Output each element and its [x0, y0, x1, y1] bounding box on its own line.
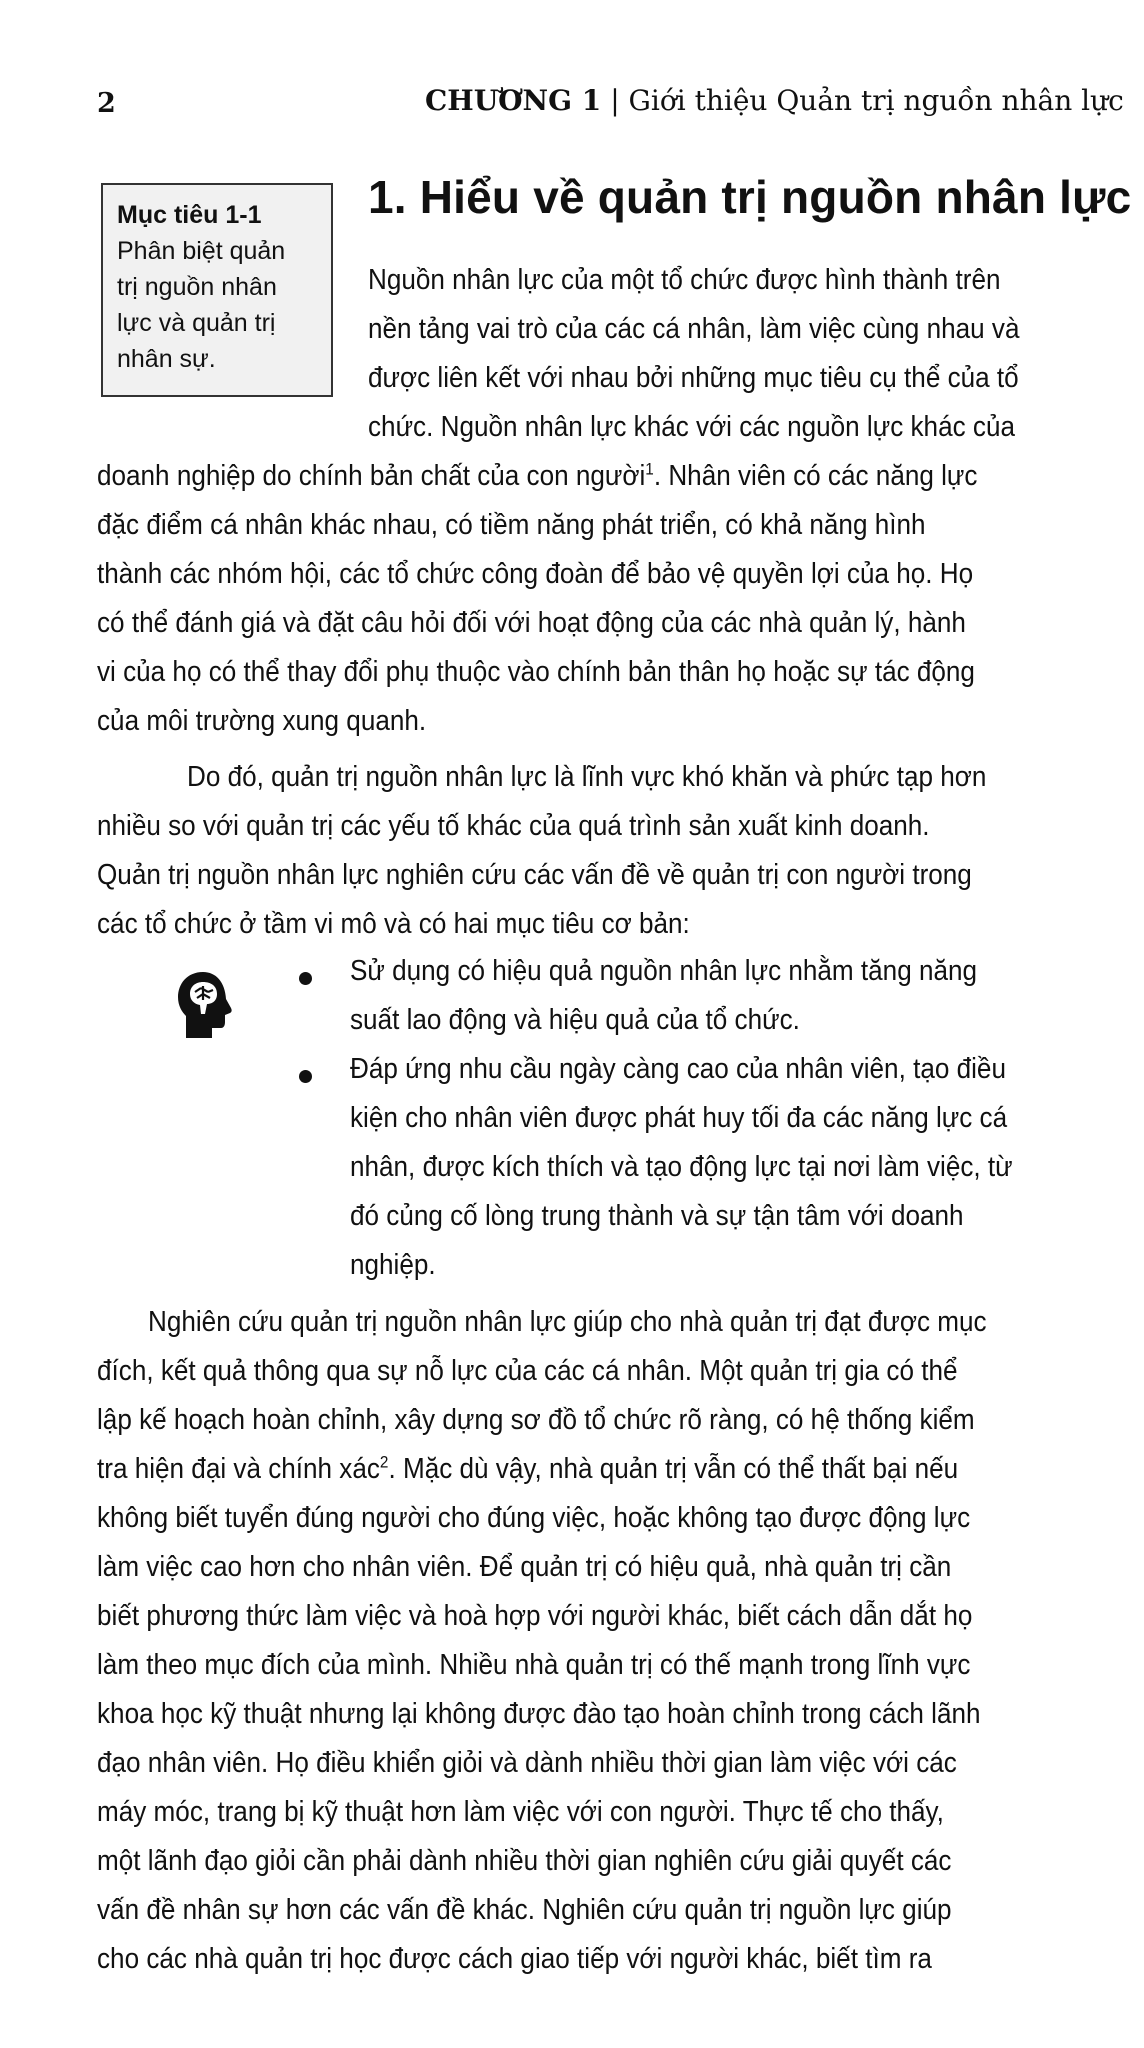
text-line: được liên kết với nhau bởi những mục tiêu cụ thể của tổ — [368, 362, 1019, 394]
text: doanh nghiệp do chính bản chất của con người — [97, 460, 646, 492]
bullet-dot — [299, 1070, 312, 1083]
bullet-line: Sử dụng có hiệu quả nguồn nhân lực nhằm tăng năng — [350, 955, 978, 987]
objective-line: trị nguồn nhân — [117, 273, 277, 301]
text: . Nhân viên có các năng lực — [653, 460, 978, 492]
brain-head-icon — [175, 970, 235, 1040]
bullet-line: kiện cho nhân viên được phát huy tối đa các năng lực cá — [350, 1102, 1008, 1134]
separator: | — [610, 84, 620, 117]
running-head — [425, 84, 1124, 117]
bullet-line: đó củng cố lòng trung thành và sự tận tâm với doanh — [350, 1200, 964, 1232]
text-line: đạo nhân viên. Họ điều khiển giỏi và dành nhiều thời gian làm việc với các — [97, 1747, 957, 1779]
text-line: vi của họ có thể thay đổi phụ thuộc vào chính bản thân họ hoặc sự tác động — [97, 656, 975, 688]
text-line: làm việc cao hơn cho nhân viên. Để quản trị có hiệu quả, nhà quản trị cần — [97, 1551, 952, 1583]
text-line — [97, 1453, 958, 1486]
text-line: làm theo mục đích của mình. Nhiều nhà quản trị có thế mạnh trong lĩnh vực — [97, 1649, 971, 1681]
footnote-ref-2[interactable]: 2 — [379, 1452, 389, 1472]
text-line: có thể đánh giá và đặt câu hỏi đối với hoạt động của các nhà quản lý, hành — [97, 607, 966, 639]
objective-title: Mục tiêu 1-1 — [117, 201, 262, 229]
text-line: thành các nhóm hội, các tổ chức công đoàn để bảo vệ quyền lợi của họ. Họ — [97, 558, 974, 590]
text-line: của môi trường xung quanh. — [97, 705, 427, 737]
bullet-line: suất lao động và hiệu quả của tổ chức. — [350, 1004, 800, 1036]
footnote-ref-1[interactable]: 1 — [645, 459, 654, 479]
bullet-line: nhân, được kích thích và tạo động lực tại nơi làm việc, từ — [350, 1151, 1013, 1183]
text-line: Quản trị nguồn nhân lực nghiên cứu các vấn đề về quản trị con người trong — [97, 859, 972, 891]
text-line: một lãnh đạo giỏi cần phải dành nhiều thời gian nghiên cứu giải quyết các — [97, 1845, 952, 1877]
text-line: nền tảng vai trò của các cá nhân, làm việc cùng nhau và — [368, 313, 1020, 345]
text-line: khoa học kỹ thuật nhưng lại không được đào tạo hoàn chỉnh trong cách lãnh — [97, 1698, 981, 1730]
text-line: Nguồn nhân lực của một tổ chức được hình thành trên — [368, 264, 1001, 296]
text-line: nhiều so với quản trị các yếu tố khác của quá trình sản xuất kinh doanh. — [97, 810, 930, 842]
bullet-line: Đáp ứng nhu cầu ngày càng cao của nhân viên, tạo điều — [350, 1053, 1006, 1085]
objective-line: lực và quản trị — [117, 309, 276, 337]
section-heading: 1. Hiểu về quản trị nguồn nhân lực — [368, 171, 1132, 223]
text-line: lập kế hoạch hoàn chỉnh, xây dựng sơ đồ tổ chức rõ ràng, có hệ thống kiểm — [97, 1404, 975, 1436]
text-line: cho các nhà quản trị học được cách giao tiếp với người khác, biết tìm ra — [97, 1943, 932, 1975]
bullet-dot — [299, 972, 312, 985]
bullet-line: nghiệp. — [350, 1249, 436, 1281]
text: . Mặc dù vậy, nhà quản trị vẫn có thể thất bại nếu — [388, 1453, 959, 1485]
text-line: vấn đề nhân sự hơn các vấn đề khác. Nghiên cứu quản trị nguồn lực giúp — [97, 1894, 952, 1926]
page-number: 2 — [97, 88, 116, 119]
objective-line: nhân sự. — [117, 345, 216, 373]
text-line: không biết tuyển đúng người cho đúng việc, hoặc không tạo được động lực — [97, 1502, 971, 1534]
text-line: đặc điểm cá nhân khác nhau, có tiềm năng phát triển, có khả năng hình — [97, 509, 926, 541]
text-line: chức. Nguồn nhân lực khác với các nguồn lực khác của — [368, 411, 1015, 443]
text: tra hiện đại và chính xác — [97, 1453, 380, 1485]
chapter-label: CHƯƠNG 1 — [425, 84, 602, 117]
text-line — [97, 460, 977, 493]
text-line: các tổ chức ở tầm vi mô và có hai mục tiêu cơ bản: — [97, 908, 690, 940]
text-line: Nghiên cứu quản trị nguồn nhân lực giúp cho nhà quản trị đạt được mục — [148, 1306, 987, 1338]
text-line: máy móc, trang bị kỹ thuật hơn làm việc với con người. Thực tế cho thấy, — [97, 1796, 944, 1828]
chapter-title: Giới thiệu Quản trị nguồn nhân lực — [628, 84, 1124, 117]
text-line: biết phương thức làm việc và hoà hợp với người khác, biết cách dẫn dắt họ — [97, 1600, 973, 1632]
objective-line: Phân biệt quản — [117, 237, 286, 265]
objective-box — [101, 183, 333, 397]
text-line: đích, kết quả thông qua sự nỗ lực của các cá nhân. Một quản trị gia có thể — [97, 1355, 958, 1387]
text-line: Do đó, quản trị nguồn nhân lực là lĩnh vực khó khăn và phức tạp hơn — [187, 761, 987, 793]
